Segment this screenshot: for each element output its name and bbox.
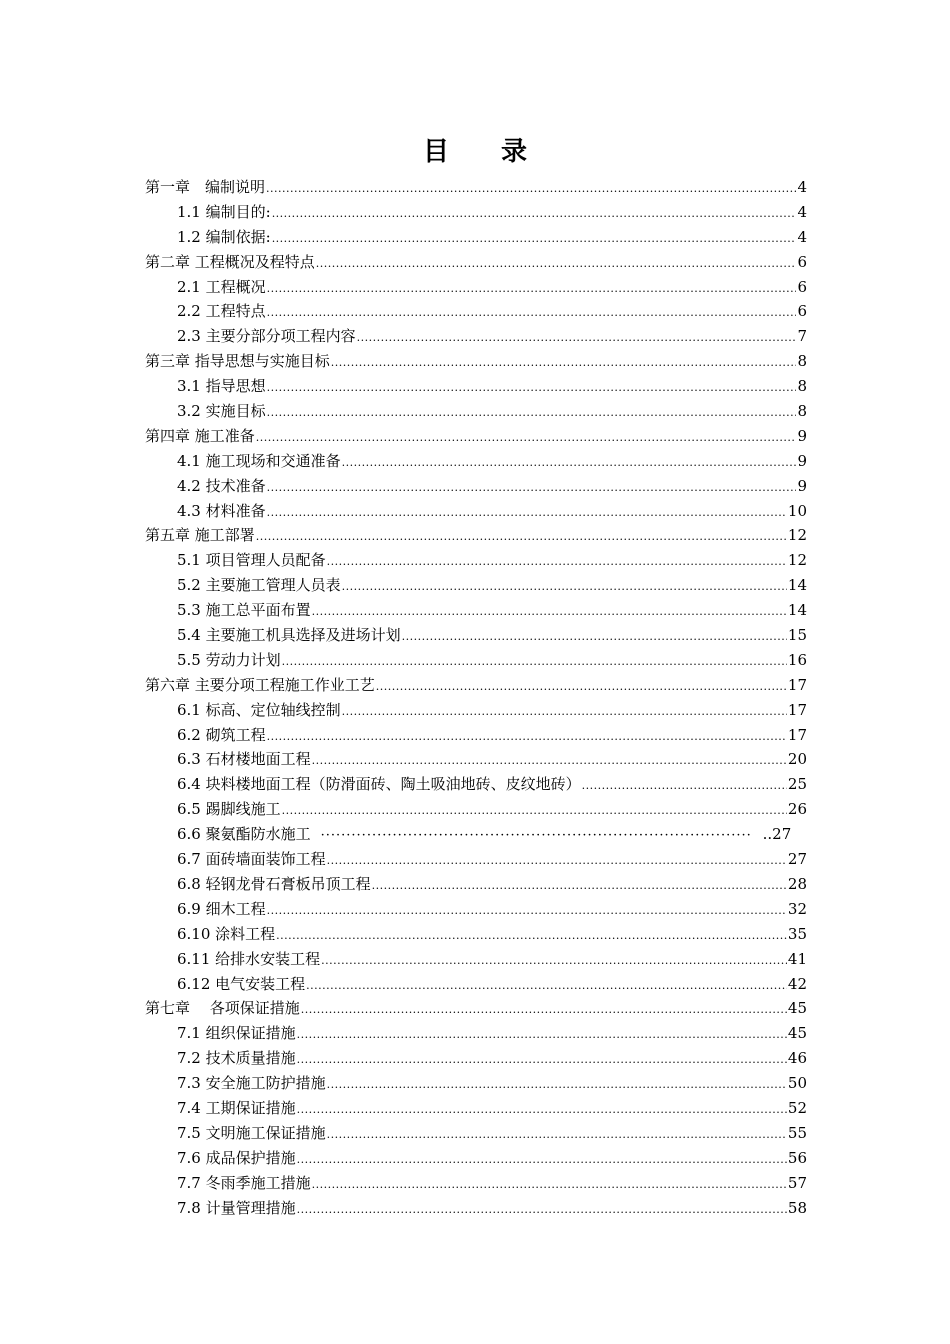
toc-dot-leader <box>306 974 787 999</box>
toc-page-number: 14 <box>787 601 807 620</box>
toc-dot-leader <box>342 451 797 476</box>
toc-dot-leader <box>327 1123 787 1148</box>
page-title: 目录 <box>422 137 579 167</box>
toc-page-number: 45 <box>787 1024 807 1043</box>
toc-page-number: 56 <box>787 1148 807 1167</box>
toc-entry-label: 6.5 踢脚线施工 <box>177 800 281 819</box>
toc-dot-leader <box>266 177 796 202</box>
toc-page-number: 20 <box>787 750 807 769</box>
toc-dot-leader <box>267 501 787 526</box>
toc-entry-label: 5.1 项目管理人员配备 <box>177 551 326 570</box>
toc-dot-leader <box>312 1173 787 1198</box>
toc-dot-leader <box>297 1023 787 1048</box>
toc-page-number: 28 <box>787 874 807 893</box>
toc-dot-leader <box>267 725 787 750</box>
toc-page-number: 12 <box>787 551 807 570</box>
toc-section-entry[interactable] <box>145 548 807 573</box>
toc-page-number: 58 <box>787 1198 807 1217</box>
toc-page-number: 45 <box>787 999 807 1018</box>
toc-page-number: 50 <box>787 1074 807 1093</box>
toc-entry-label: 6.3 石材楼地面工程 <box>177 750 311 769</box>
toc-entry-label: 3.2 实施目标 <box>177 402 266 421</box>
toc-dot-leader <box>327 849 787 874</box>
toc-entry-label: 4.1 施工现场和交通准备 <box>177 451 341 470</box>
toc-entry-label: 7.6 成品保护措施 <box>177 1148 296 1167</box>
toc-dot-leader <box>376 675 787 700</box>
toc-page-number: 14 <box>787 576 807 595</box>
toc-section-entry[interactable] <box>145 847 807 872</box>
toc-entry-label: 7.2 技术质量措施 <box>177 1049 296 1068</box>
toc-entry-label: 2.3 主要分部分项工程内容 <box>177 327 356 346</box>
toc-section-entry[interactable] <box>145 1071 807 1096</box>
toc-page-number: 8 <box>797 402 807 421</box>
toc-chapter-entry[interactable] <box>145 250 807 275</box>
toc-dot-leader <box>256 426 797 451</box>
toc-page-number: 57 <box>787 1173 807 1192</box>
toc-entry-label: 2.1 工程概况 <box>177 277 266 296</box>
toc-section-entry[interactable] <box>145 324 807 349</box>
toc-entry-label: 6.7 面砖墙面装饰工程 <box>177 850 326 869</box>
toc-chapter-entry[interactable] <box>145 424 807 449</box>
toc-section-entry[interactable] <box>145 972 807 997</box>
toc-entry-label: 4.3 材料准备 <box>177 501 266 520</box>
toc-dot-leader <box>272 202 797 227</box>
toc-entry-label: 7.1 组织保证措施 <box>177 1024 296 1043</box>
toc-section-entry[interactable] <box>145 573 807 598</box>
toc-section-entry[interactable] <box>145 200 807 225</box>
toc-page-number: 35 <box>787 924 807 943</box>
toc-section-entry[interactable] <box>145 723 807 748</box>
toc-dot-leader <box>582 774 787 799</box>
toc-page-number: 16 <box>787 650 807 669</box>
toc-entry-label: 6.4 块料楼地面工程（防滑面砖、陶土吸油地砖、皮纹地砖） <box>177 775 581 794</box>
toc-dot-leader <box>267 301 797 326</box>
toc-page-number: 42 <box>787 974 807 993</box>
toc-entry-label: 6.2 砌筑工程 <box>177 725 266 744</box>
toc-section-entry[interactable] <box>145 897 807 922</box>
toc-page-number: 17 <box>787 700 807 719</box>
toc-page-number: 46 <box>787 1049 807 1068</box>
toc-page-number: 9 <box>797 426 807 445</box>
toc-dot-leader <box>301 998 787 1023</box>
toc-entry-label: 5.5 劳动力计划 <box>177 650 281 669</box>
toc-page-number: 12 <box>787 526 807 545</box>
toc-dot-leader <box>316 252 797 277</box>
toc-page-number: 4 <box>797 178 807 196</box>
toc-entry-label: 7.3 安全施工防护措施 <box>177 1074 326 1093</box>
toc-dot-leader <box>342 700 787 725</box>
toc-section-entry[interactable] <box>145 947 807 972</box>
toc-dot-leader <box>327 550 787 575</box>
toc-page-number: 15 <box>787 626 807 645</box>
toc-page-number: 9 <box>797 476 807 495</box>
toc-entry-label: 第六章 主要分项工程施工作业工艺 <box>145 675 375 694</box>
toc-section-entry[interactable] <box>145 698 807 723</box>
toc-page-number: 8 <box>797 352 807 371</box>
toc-entry-label: 3.1 指导思想 <box>177 377 266 396</box>
toc-dot-leader <box>256 525 787 550</box>
toc-entry-label: 6.10 涂料工程 <box>177 924 276 943</box>
toc-chapter-entry[interactable] <box>145 349 807 374</box>
toc-entry-label: 6.12 电气安装工程 <box>177 974 306 993</box>
table-of-contents <box>145 175 807 1220</box>
toc-chapter-entry[interactable] <box>145 523 807 548</box>
toc-dot-leader <box>321 949 787 974</box>
toc-section-entry[interactable] <box>145 747 807 772</box>
toc-section-entry[interactable] <box>145 623 807 648</box>
toc-section-entry[interactable] <box>145 797 807 822</box>
toc-section-entry[interactable] <box>145 474 807 499</box>
toc-section-entry[interactable] <box>145 598 807 623</box>
toc-entry-label: 第七章 各项保证措施 <box>145 999 300 1018</box>
toc-entry-label: 5.3 施工总平面布置 <box>177 601 311 620</box>
toc-page-number: 26 <box>787 800 807 819</box>
toc-page-number: 27 <box>787 850 807 869</box>
toc-page-number: 41 <box>787 949 807 968</box>
toc-section-entry[interactable] <box>145 299 807 324</box>
toc-section-entry[interactable] <box>145 399 807 424</box>
toc-section-entry[interactable] <box>145 772 807 797</box>
toc-entry-label: 6.9 细木工程 <box>177 899 266 918</box>
toc-section-entry[interactable] <box>145 872 807 897</box>
toc-dot-leader <box>282 650 787 675</box>
toc-page-number: ..27 <box>762 825 792 844</box>
toc-entry-label: 1.1 编制目的: <box>177 202 271 221</box>
toc-entry-label: 2.2 工程特点 <box>177 302 266 321</box>
toc-dot-leader <box>372 874 787 899</box>
toc-entry-label: 第三章 指导思想与实施目标 <box>145 352 330 371</box>
toc-section-entry[interactable] <box>145 822 807 847</box>
toc-dot-leader <box>297 1048 787 1073</box>
toc-page-number: 17 <box>787 725 807 744</box>
toc-dot-leader <box>321 824 753 849</box>
toc-dot-leader <box>267 376 797 401</box>
toc-dot-leader <box>267 899 787 924</box>
toc-page-number: 6 <box>797 277 807 296</box>
toc-section-entry[interactable] <box>145 1171 807 1196</box>
toc-section-entry[interactable] <box>145 648 807 673</box>
toc-entry-label: 第二章 工程概况及程特点 <box>145 252 315 271</box>
toc-entry-label: 7.4 工期保证措施 <box>177 1098 296 1117</box>
toc-page-number: 4 <box>797 202 807 221</box>
toc-entry-label: 7.8 计量管理措施 <box>177 1198 296 1217</box>
toc-page-number: 32 <box>787 899 807 918</box>
toc-page-number: 25 <box>787 775 807 794</box>
toc-page-number: 4 <box>797 227 807 246</box>
toc-page-number: 52 <box>787 1098 807 1117</box>
toc-dot-leader <box>312 749 787 774</box>
toc-section-entry[interactable] <box>145 1021 807 1046</box>
toc-dot-leader <box>297 1198 787 1223</box>
toc-dot-leader <box>402 625 787 650</box>
toc-chapter-entry[interactable] <box>145 996 807 1021</box>
toc-page-number: 10 <box>787 501 807 520</box>
toc-section-entry[interactable] <box>145 1096 807 1121</box>
toc-section-entry[interactable] <box>145 275 807 300</box>
toc-section-entry[interactable] <box>145 922 807 947</box>
toc-dot-leader <box>327 1073 787 1098</box>
toc-section-entry[interactable] <box>145 225 807 250</box>
toc-dot-leader <box>272 227 797 252</box>
toc-entry-label: 第五章 施工部署 <box>145 526 255 545</box>
toc-page-number: 7 <box>797 327 807 346</box>
toc-entry-label: 6.11 给排水安装工程 <box>177 949 321 968</box>
toc-entry-label: 第一章 编制说明 <box>145 178 266 196</box>
toc-chapter-entry[interactable] <box>145 673 807 698</box>
toc-dot-leader <box>267 401 797 426</box>
toc-dot-leader <box>297 1098 787 1123</box>
toc-section-entry[interactable] <box>145 1121 807 1146</box>
toc-dot-leader <box>267 476 797 501</box>
toc-dot-leader <box>267 277 797 302</box>
toc-section-entry[interactable] <box>145 499 807 524</box>
toc-page-number: 9 <box>797 451 807 470</box>
toc-section-entry[interactable] <box>145 1046 807 1071</box>
toc-entry-label: 6.6 聚氨酯防水施工 <box>177 825 311 844</box>
toc-dot-leader <box>297 1148 787 1173</box>
toc-entry-label: 7.7 冬雨季施工措施 <box>177 1173 311 1192</box>
toc-dot-leader <box>331 351 797 376</box>
toc-entry-label: 6.8 轻钢龙骨石膏板吊顶工程 <box>177 874 371 893</box>
toc-section-entry[interactable] <box>145 374 807 399</box>
toc-entry-label: 1.2 编制依据: <box>177 227 271 246</box>
toc-entry-label: 6.1 标高、定位轴线控制 <box>177 700 341 719</box>
toc-entry-label: 5.4 主要施工机具选择及进场计划 <box>177 626 401 645</box>
toc-dot-leader <box>282 799 787 824</box>
toc-section-entry[interactable] <box>145 449 807 474</box>
toc-page-number: 17 <box>787 675 807 694</box>
toc-page-number: 8 <box>797 377 807 396</box>
toc-dot-leader <box>276 924 787 949</box>
toc-dot-leader <box>357 326 797 351</box>
toc-entry-label: 7.5 文明施工保证措施 <box>177 1123 326 1142</box>
toc-page-number: 55 <box>787 1123 807 1142</box>
toc-chapter-entry[interactable] <box>145 175 807 200</box>
toc-section-entry[interactable] <box>145 1196 807 1221</box>
toc-page-number: 6 <box>797 252 807 271</box>
toc-entry-label: 第四章 施工准备 <box>145 426 255 445</box>
toc-section-entry[interactable] <box>145 1146 807 1171</box>
toc-page-number: 6 <box>797 302 807 321</box>
toc-entry-label: 4.2 技术准备 <box>177 476 266 495</box>
toc-dot-leader <box>342 575 787 600</box>
toc-entry-label: 5.2 主要施工管理人员表 <box>177 576 341 595</box>
toc-dot-leader <box>312 600 787 625</box>
